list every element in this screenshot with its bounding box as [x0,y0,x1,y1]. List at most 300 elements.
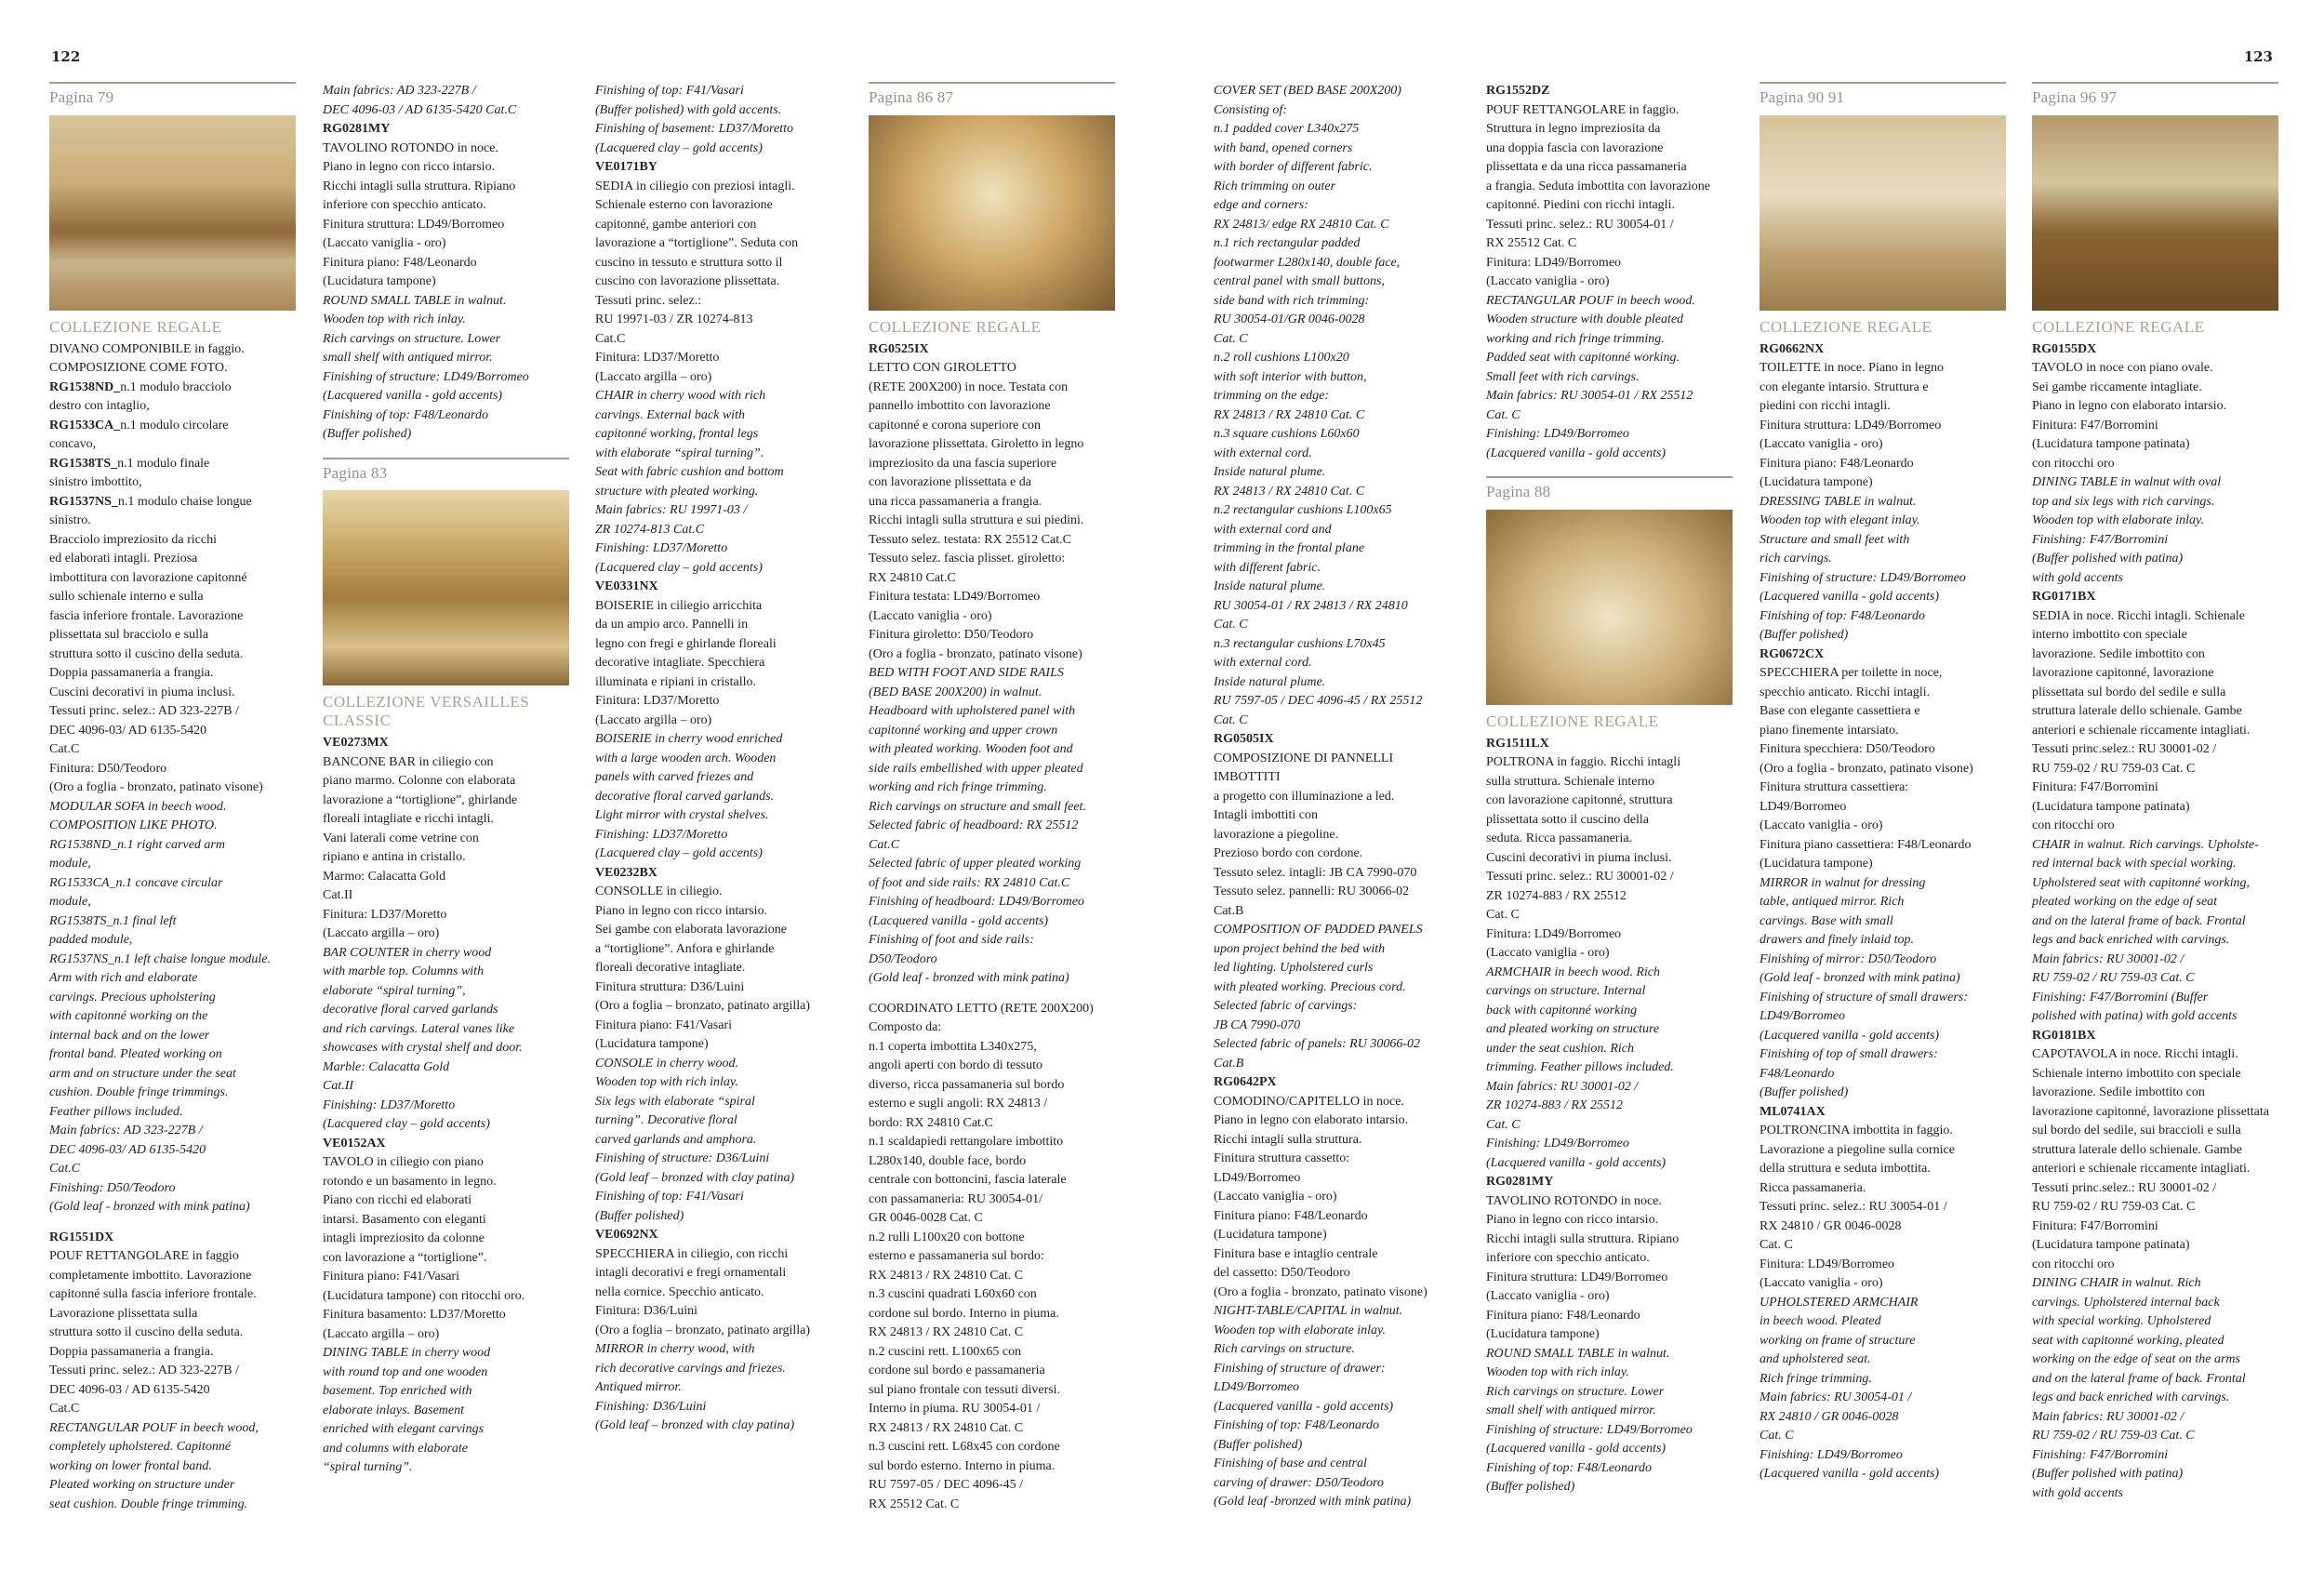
section-divider [869,82,1115,84]
english-description-line: upon project behind the bed with [1214,941,1386,956]
pagina-reference: Pagina 90 91 [1760,88,1845,106]
description-line: sulla struttura. Schienale interno [1486,774,1655,789]
catalog-column-4 [869,82,1115,1514]
description-line: Finitura piano: F41/Vasari [595,1018,732,1032]
english-description-line: CONSOLE in cherry wood. [595,1056,738,1071]
english-description-line: (Buffer polished) [1214,1437,1303,1452]
description-line: (Oro a foglia – bronzato, patinato argilla) [595,1323,811,1337]
product-code: RG0281MY [323,122,391,136]
description-line: Finitura struttura: LD49/Borromeo [1486,1270,1668,1284]
english-description-line: completely upholstered. Capitonné [49,1440,232,1454]
english-description-line: n.2 rectangular cushions L100x65 [1214,503,1392,517]
english-description-line: RG1538TS_n.1 final left [49,913,177,928]
english-description-line: Inside natural plume. [1214,579,1326,593]
english-description-line: Rich carvings on structure. Lower [1486,1384,1665,1399]
english-description-line: and upholstered seat. [1760,1352,1871,1366]
description-line: una ricca passamaneria a frangia. [869,494,1042,509]
description-line: Finitura base e intaglio centrale [1214,1246,1378,1261]
english-description-line: decorative floral carved garlands [323,1003,498,1017]
english-description-line: (Lacquered clay – gold accents) [595,560,763,575]
english-description-line: central panel with small buttons, [1214,274,1385,288]
english-description-line: ROUND SMALL TABLE in walnut. [1486,1346,1670,1361]
english-description-line: Main fabrics: AD 323-227B / [323,84,476,98]
english-description-line: with round top and one wooden [323,1364,488,1379]
description-line: TOILETTE in noce. Piano in legno [1760,361,1945,375]
english-description-line: Finishing: F47/Borromini [2032,532,2169,547]
english-description-line: MIRROR in walnut for dressing [1760,875,1926,890]
description-line: Finitura piano: F41/Vasari [323,1270,459,1284]
english-description-line: Finishing: LD49/Borromeo [1760,1447,1903,1462]
description-line: Finitura: D50/Teodoro [49,761,167,776]
description-line: Cat.C [49,742,80,756]
english-description-line: (Buffer polished with patina) [2032,552,2184,565]
english-description-line: Main fabrics: AD 323-227B / [49,1124,203,1137]
description-line: Interno in piuma. RU 30054-01 / [869,1402,1041,1416]
product-description [595,82,842,1436]
description-line: (Oro a foglia - bronzato, patinato visone) [869,646,1082,661]
description-line: Doppia passamaneria a frangia. [49,666,214,680]
description-line: POUF RETTANGOLARE in faggio [49,1249,239,1263]
catalog-section [869,82,1115,1514]
description-line: lavorazione capitonné, lavorazione [2032,666,2214,680]
description-line: Piano in legno con ricco intarsio. [1486,1213,1659,1227]
dining-photo [2032,115,2278,311]
product-description [2032,340,2278,1504]
english-description-line: carvings. External back with [595,407,745,422]
description-line: COMODINO/CAPITELLO in noce. [1214,1094,1404,1109]
english-description-line: MODULAR SOFA in beech wood. [49,799,227,814]
description-line: Tessuti princ.selez.: RU 30001-02 / [2032,742,2217,756]
description-line: POUF RETTANGOLARE in faggio. [1486,102,1680,117]
description-line: anteriori e schienale riccamente intagliati. [2032,1162,2251,1176]
english-description-line: and pleated working on structure [1486,1022,1660,1036]
description-line: imbottitura con lavorazione capitonné [49,570,247,585]
english-description-line: small shelf with antiqued mirror. [323,351,493,365]
description-line: BOISERIE in ciliegio arricchita [595,598,763,613]
description-line: Finitura giroletto: D50/Teodoro [869,628,1034,642]
description-line: esterno e sugli angoli: RX 24813 / [869,1097,1048,1111]
description-line: (Lucidatura tampone) [1760,857,1873,871]
english-description-line: legs and back enriched with carvings. [2032,1390,2230,1404]
english-description-line: Cat. C [1486,407,1521,422]
description-line: Doppia passamaneria a frangia. [49,1344,214,1359]
description-line: Finitura piano: F48/Leonardo [323,255,477,270]
product-code: VE0152AX [323,1136,386,1151]
description-line: Struttura in legno impreziosita da [1486,122,1661,136]
description-line: capitonné e corona superiore con [869,418,1042,432]
product-code: RG0525IX [869,341,929,356]
english-description-line: RG1538ND_n.1 right carved arm [49,837,225,852]
description-line: BANCONE BAR in ciliegio con [323,754,494,769]
description-line: n.2 rulli L100x20 con bottone [869,1230,1025,1244]
english-description-line: Rich trimming on outer [1214,179,1336,193]
description-line: destro con intaglio, [49,399,150,413]
english-description-line: with pleated working. Wooden foot and [869,742,1073,756]
english-description-line: MIRROR in cherry wood, with [595,1342,755,1356]
english-description-line: JB CA 7990-070 [1214,1018,1301,1032]
description-line: Finitura struttura: D36/Luini [595,979,745,994]
description-line: con lavorazione capitonné, struttura [1486,793,1673,807]
product-description [1486,82,1733,463]
english-description-line: working on the edge of seat on the arms [2032,1352,2240,1366]
description-line: intagli decorativi e fregi ornamentali [595,1266,787,1280]
description-line: con lavorazione plissettata e da [869,475,1031,489]
description-line: cuscino con lavorazione plissettata. [595,274,780,288]
description-line: inferiore con specchio anticato. [1486,1251,1650,1265]
description-line: Bracciolo impreziosito da ricchi [49,532,217,547]
description-line: Finitura piano: F48/Leonardo [1214,1208,1368,1223]
product-description [49,340,296,1515]
english-description-line: Finishing of top: F41/Vasari [595,84,744,98]
english-description-line: (Gold leaf - bronzed with mink patina) [869,971,1069,985]
english-description-line: Finishing of top: F48/Leonardo [1214,1418,1379,1432]
english-description-line: frontal band. Pleated working on [49,1047,222,1061]
description-line: concavo, [49,437,97,451]
product-code: RG1511LX [1486,736,1549,751]
english-description-line: RX 24810 / GR 0046-0028 [1760,1409,1899,1424]
english-description-line: RG1533CA_n.1 concave circular [49,875,223,890]
product-code: RG0155DX [2032,341,2097,356]
english-description-line: with elaborate “spiral turning”. [595,446,764,460]
english-description-line: Main fabrics: RU 19971-03 / [595,503,748,517]
english-description-line: with external cord. [1214,656,1312,670]
description-line: (Laccato vaniglia - oro) [1760,818,1883,832]
spacer [49,1217,296,1229]
description-line: Ricchi intagli sulla struttura e sui piedini. [869,513,1084,527]
catalog-section [1760,82,2006,1484]
english-description-line: Antiqued mirror. [595,1380,682,1394]
english-description-line: Finishing of structure: D36/Luini [595,1151,770,1165]
english-description-line: structure with pleated working. [595,484,759,499]
english-description-line: and on the lateral frame of back. Frontal [2032,1371,2246,1386]
catalog-column-7 [1760,82,2006,1484]
description-line: (Lucidatura tampone patinata) [2032,1238,2190,1252]
english-description-line: Main fabrics: RU 30054-01 / RX 25512 [1486,389,1693,403]
description-line: con ritocchi oro [2032,1257,2115,1271]
description-line: sinistro. [49,513,91,527]
english-description-line: Cat. C [1214,618,1248,632]
description-line: Tessuti princ. selez.: RU 30054-01 / [1486,217,1674,232]
english-description-line: Cat. C [1760,1429,1794,1443]
english-description-line: DINING TABLE in cherry wood [323,1346,491,1360]
english-description-line: (Lacquered vanilla - gold accents) [869,913,1049,928]
english-description-line: n.1 rich rectangular padded [1214,236,1361,250]
english-description-line: n.3 rectangular cushions L70x45 [1214,636,1386,651]
description-line: Vani laterali come vetrine con [323,831,479,845]
description-line: anteriori e schienale riccamente intagliati. [2032,723,2251,738]
module-code: RG1533CA_ [49,418,121,432]
english-description-line: cushion. Double fringe trimmings. [49,1085,229,1099]
description-line: Ricchi intagli sulla struttura. Ripiano [323,179,516,193]
english-description-line: DEC 4096-03/ AD 6135-5420 [49,1142,206,1157]
english-description-line: drawers and finely inlaid top. [1760,933,1915,947]
english-description-line: Consisting of: [1214,102,1287,117]
description-line: Cat.C [49,1402,80,1416]
description-line: ripiano e antina in cristallo. [323,850,466,864]
english-description-line: Main fabrics: RU 30054-01 / [1760,1390,1912,1404]
english-description-line: DRESSING TABLE in walnut. [1760,494,1917,509]
product-code: RG0642PX [1214,1075,1277,1089]
english-description-line: Wooden top with elegant inlay. [1760,513,1920,527]
description-line: Tessuti princ. selez.: AD 323-227B / [49,1364,239,1377]
description-line: (Lucidatura tampone) [1486,1327,1600,1341]
description-line: floreali intagliate e ricchi intagli. [323,812,494,826]
description-line: diverso, ricca passamaneria sul bordo [869,1077,1065,1092]
description-line: TAVOLO in noce con piano ovale. [2032,361,2213,375]
english-description-line: (Lacquered clay – gold accents) [595,846,763,860]
description-line: (Oro a foglia – bronzato, patinato argilla) [595,999,811,1013]
english-description-line: carvings. Base with small [1760,913,1893,928]
description-line: Tessuti princ. selez.: RU 30054-01 / [1760,1200,1947,1214]
collection-title: COLLEZIONE REGALE [1760,317,1932,336]
description-line: RU 7597-05 / DEC 4096-45 / [869,1478,1024,1492]
english-description-line: rich carvings. [1760,552,1832,565]
description-line: LETTO CON GIROLETTO [869,361,1016,375]
toilette-photo [1760,115,2006,311]
module-code: RG1538ND_ [49,379,121,394]
description-line: lavorazione. Sedile imbottito con [2032,646,2205,661]
description-line: inferiore con specchio anticato. [323,198,486,212]
description-line: bordo: RX 24810 Cat.C [869,1115,993,1130]
english-description-line: seat with capitonné working, pleated [2032,1333,2224,1348]
english-description-line: in beech wood. Pleated [1760,1314,1881,1328]
description-line: Cat.II [323,888,353,902]
product-code: RG1552DZ [1486,84,1550,98]
description-line: (Lucidatura tampone patinata) [2032,799,2190,814]
english-description-line: Finishing of mirror: D50/Teodoro [1760,951,1937,966]
pagina-reference: Pagina 83 [323,463,388,482]
english-description-line: BAR COUNTER in cherry wood [323,945,492,960]
description-line: RX 25512 Cat. C [869,1497,960,1511]
description-line: RX 25512 Cat. C [1486,236,1577,250]
product-description [1760,340,2006,1484]
english-description-line: Wooden structure with double pleated [1486,313,1684,326]
description-line: del cassetto: D50/Teodoro [1214,1266,1350,1280]
english-description-line: RU 759-02 / RU 759-03 Cat. C [2032,971,2195,985]
product-code: RG0505IX [1214,732,1274,746]
description-line: Piano in legno con elaborato intarsio. [1214,1113,1409,1127]
catalog-column-3 [595,82,842,1436]
english-description-line: F48/Leonardo [1760,1066,1835,1081]
english-description-line: Marble: Calacatta Gold [323,1059,450,1074]
description-line: Ricchi intagli sulla struttura. Ripiano [1486,1231,1680,1246]
english-description-line: and on the lateral frame of back. Frontal [2032,913,2246,928]
description-line: Finitura specchiera: D50/Teodoro [1760,742,1935,756]
catalog-column-5 [1214,82,1460,1512]
description-line: (Lucidatura tampone) [1760,475,1873,489]
english-description-line: Cat. C [1214,331,1248,346]
description-line: RX 24810 / GR 0046-0028 [1760,1218,1902,1233]
english-description-line: trimming on the edge: [1214,389,1330,403]
description-line: TAVOLINO ROTONDO in noce. [1486,1193,1662,1208]
description-line: plissettata sul bracciolo e sulla [49,628,209,642]
description-line: SPECCHIERA in ciliegio, con ricchi [595,1246,789,1261]
english-description-line: edge and corners: [1214,198,1308,212]
description-line: della struttura e seduta imbottita. [1760,1162,1931,1176]
product-code: RG0181BX [2032,1028,2096,1043]
english-description-line: working and rich fringe trimming. [1486,331,1665,346]
description-line: decorative intagliate. Specchiera [595,656,765,670]
english-description-line: (Gold leaf - bronzed with mink patina) [49,1200,250,1214]
description-line: SEDIA in ciliegio con preziosi intagli. [595,179,795,193]
english-description-line: elaborate “spiral turning”, [323,983,466,998]
english-description-line: COMPOSITION OF PADDED PANELS [1214,923,1423,937]
english-description-line: carvings. Upholstered internal back [2032,1295,2220,1310]
description-line: RX 24810 Cat.C [869,570,956,585]
product-code: RG1551DX [49,1230,114,1244]
english-description-line: top and six legs with rich carvings. [2032,494,2215,509]
description-line: SEDIA in noce. Ricchi intagli. Schienale [2032,608,2246,623]
description-line: Sei gambe riccamente intagliate. [2032,379,2202,394]
description-line: lavorazione a “tortiglione”, ghirlande [323,792,518,807]
description-line: (Oro a foglia - bronzato, patinato visone) [1760,761,1973,776]
english-description-line: (Buffer polished with patina) [2032,1467,2184,1481]
description-line: lavorazione. Sedile imbottito con [2032,1085,2205,1099]
description-line: Finitura: F47/Borromini [2032,1218,2158,1233]
description-line: (Laccato vaniglia - oro) [323,236,446,250]
description-line: Cat. C [1486,908,1520,922]
description-line: cordone sul bordo e passamaneria [869,1364,1045,1377]
english-description-line: and rich carvings. Lateral vanes like [323,1021,515,1036]
description-line: L280x140, double face, bordo [869,1153,1027,1168]
english-description-line: CHAIR in walnut. Rich carvings. Upholste- [2032,837,2259,852]
description-line: cuscino in tessuto e struttura sotto il [595,255,783,270]
description-line: (Laccato argilla – oro) [595,369,712,384]
bar-photo [323,490,569,685]
collection-title: COLLEZIONE REGALE [1486,712,1659,730]
description-line: Piano con ricchi ed elaborati [323,1193,472,1207]
english-description-line: Finishing of base and central [1214,1457,1367,1470]
english-description-line: (Gold leaf – bronzed with clay patina) [595,1418,795,1432]
description-line: (Laccato vaniglia - oro) [1214,1190,1337,1204]
english-description-line: Selected fabric of upper pleated working [869,857,1082,871]
page-number-right: 123 [2243,48,2273,65]
product-description [323,734,569,1478]
description-line: Tessuti princ. selez.: AD 323-227B / [49,704,239,718]
description-line: con elegante intarsio. Struttura e [1760,379,1929,394]
english-description-line: (Buffer polished) with gold accents. [595,102,782,117]
description-line: intagli impreziosito da colonne [323,1231,485,1245]
description-line: struttura laterale dello schienale. Gambe [2032,704,2242,718]
english-description-line: legs and back enriched with carvings. [2032,933,2230,947]
english-description-line: RG1537NS_n.1 left chaise longue module. [49,951,271,966]
english-description-line: with different fabric. [1214,560,1321,575]
english-description-line: basement. Top enriched with [323,1384,472,1398]
product-code: VE0171BY [595,160,657,174]
description-line: Finitura piano cassettiera: F48/Leonardo [1760,837,1972,852]
english-description-line: ZR 10274-883 / RX 25512 [1486,1098,1623,1112]
english-description-line: Upholstered seat with capitonné working, [2032,875,2250,890]
description-line: Cat.B [1214,903,1244,918]
description-line: (Laccato vaniglia - oro) [1760,1276,1883,1290]
description-line: cordone sul bordo. Interno in piuma. [869,1306,1059,1321]
module-description: n.1 modulo bracciolo [120,379,232,394]
description-line: CONSOLLE in ciliegio. [595,885,723,898]
english-description-line: with capitonné working on the [49,1009,208,1023]
description-line: struttura laterale dello schienale. Gambe [2032,1142,2242,1157]
english-description-line: back with capitonné working [1486,1003,1638,1018]
english-description-line: side band with rich trimming: [1214,293,1370,308]
description-line: Prezioso bordo con cordone. [1214,846,1363,860]
product-code: VE0273MX [323,736,389,750]
description-line: impreziosito da una fascia superiore [869,456,1057,471]
product-code: VE0692NX [595,1228,658,1242]
english-description-line: with gold accents [2032,570,2123,585]
english-description-line: (Buffer polished) [323,427,412,441]
catalog-column-2 [323,82,569,1478]
pagina-reference: Pagina 88 [1486,483,1551,500]
description-line: da un ampio arco. Pannelli in [595,618,749,632]
english-description-line: Inside natural plume. [1214,465,1326,479]
english-description-line: Seat with fabric cushion and bottom [595,465,784,479]
english-description-line: with external cord and [1214,522,1332,537]
description-line: (Laccato vaniglia - oro) [1486,274,1610,288]
collection-title: COLLEZIONE REGALE [869,317,1042,336]
description-line: angoli aperti con bordo di tessuto [869,1058,1043,1072]
description-line: (Laccato argilla – oro) [323,1326,440,1341]
description-line: una doppia fascia con lavorazione [1486,140,1664,155]
description-line: Finitura testata: LD49/Borromeo [869,590,1041,604]
pagina-reference: Pagina 86 87 [869,88,954,106]
english-description-line: Finishing of structure of small drawers: [1760,990,1968,1004]
description-line: (Oro a foglia - bronzato, patinato visone) [1214,1284,1428,1299]
description-line: specchio anticato. Ricchi intagli. [1760,685,1931,699]
description-line: n.3 cuscini quadrati L60x60 con [869,1287,1037,1301]
description-line: RX 24813 / RX 24810 Cat. C [869,1325,1024,1339]
description-line: nella cornice. Specchio anticato. [595,1284,764,1299]
english-description-line: carving of drawer: D50/Teodoro [1214,1475,1384,1490]
english-description-line: Finishing of top: F48/Leonardo [1760,608,1925,623]
english-description-line: with band, opened corners [1214,140,1353,155]
description-line: lavorazione a piegoline. [1214,827,1339,842]
english-description-line: Finishing: LD37/Moretto [323,1097,456,1112]
english-description-line: Main fabrics: RU 30001-02 / [1486,1079,1639,1094]
description-line: POLTRONCINA imbottita in faggio. [1760,1124,1953,1137]
english-description-line: (BED BASE 200X200) in walnut. [869,685,1042,699]
description-line: Tessuto selez. testata: RX 25512 Cat.C [869,532,1071,547]
english-description-line: n.1 padded cover L340x275 [1214,122,1360,136]
english-description-line: Finishing of top: F48/Leonardo [323,407,488,422]
bed-photo [869,115,1115,311]
english-description-line: Selected fabric of panels: RU 30066-02 [1214,1037,1421,1051]
description-line: RU 759-02 / RU 759-03 Cat. C [2032,1200,2196,1214]
description-line: capitonné. Piedini con ricchi intagli. [1486,198,1675,212]
description-line: Schienale interno imbottito con speciale [2032,1066,2241,1081]
english-description-line: module, [49,857,91,871]
english-description-line: Finishing: F47/Borromini (Buffer [2032,990,2209,1004]
description-line: DIVANO COMPONIBILE in faggio. [49,341,245,356]
english-description-line: (Gold leaf - bronzed with mink patina) [1760,971,1960,985]
description-line: Finitura basamento: LD37/Moretto [323,1308,506,1322]
english-description-line: Cat.II [323,1079,354,1093]
spacer [869,989,1115,1000]
english-description-line: (Lacquered vanilla - gold accents) [323,389,503,403]
english-description-line: polished with patina) with gold accents [2032,1009,2238,1023]
english-description-line: Finishing of basement: LD37/Moretto [595,122,793,136]
english-description-line: (Lacquered vanilla - gold accents) [1214,1399,1394,1414]
description-line: piedini con ricchi intagli. [1760,399,1891,413]
english-description-line: COVER SET (BED BASE 200X200) [1214,84,1401,98]
armchair-photo [1486,510,1733,705]
english-description-line: Finishing: D36/Luini [595,1399,707,1414]
english-description-line: working on lower frontal band. [49,1458,212,1473]
description-line: Base con elegante cassettiera e [1760,704,1920,718]
description-line: Cat.C [595,331,626,346]
description-line: illuminata e ripiani in cristallo. [595,674,757,689]
english-description-line: with border of different fabric. [1214,160,1373,174]
pagina-reference: Pagina 96 97 [2032,88,2118,106]
description-line: (Lucidatura tampone) con ritocchi oro. [323,1288,525,1303]
